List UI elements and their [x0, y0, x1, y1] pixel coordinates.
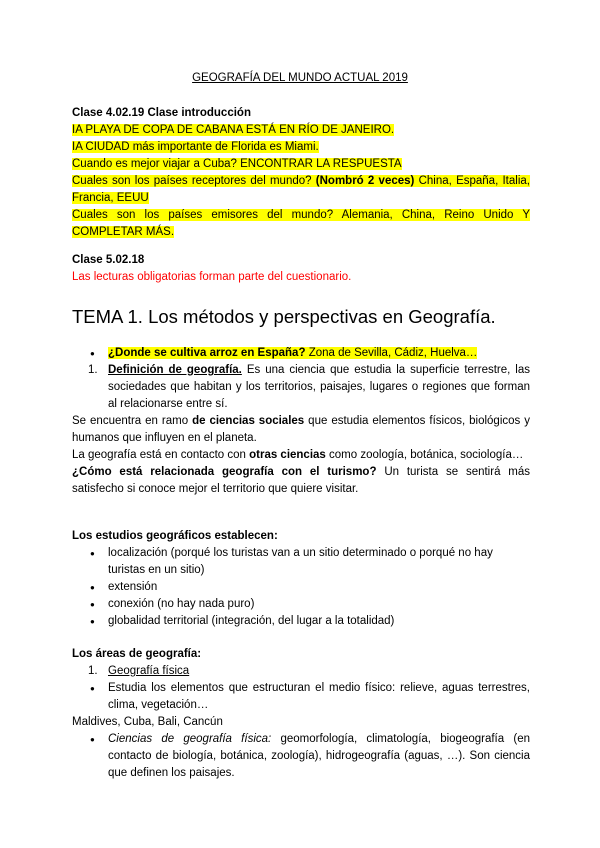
para-turismo: ¿Cómo está relacionada geografía con el turismo? Un turista se sentirá más satisfecho si conoce mejor el territorio que quiere visitar. — [72, 466, 531, 495]
clase1-heading: Clase 4.02.19 Clase introducción — [72, 107, 251, 119]
document-title: GEOGRAFÍA DEL MUNDO ACTUAL 2019 — [192, 72, 408, 84]
bullet-icon: ● — [90, 583, 95, 592]
bullet-icon: ● — [90, 684, 95, 693]
bullet-icon: ● — [90, 349, 95, 358]
clase1-line-2: IA CIUDAD más importante de Florida es Miami. — [72, 141, 319, 153]
estudios-item: ● localización (porqué los turistas van a un sitio determinado o porqué no hay turistas en un sitio) — [90, 547, 493, 576]
clase1-line-3: Cuando es mejor viajar a Cuba? ENCONTRAR LA RESPUESTA — [72, 158, 402, 170]
definicion-number: 1. — [88, 364, 98, 376]
bullet-icon: ● — [90, 735, 95, 744]
estudios-item: ● extensión — [72, 579, 530, 596]
estudios-item: ● globalidad territorial (integración, del lugar a la totalidad) — [72, 613, 530, 630]
definicion-text: Es una ciencia que estudia la superficie terrestre, las sociedades que habitan y los territorios, paisajes, lugares o regiones que forman al relacionarse entre sí. — [108, 364, 530, 410]
clase2-section — [72, 252, 530, 286]
clase1-question-emisores: Cuales son los países emisores del mundo? Alemania, China, Reino Unido Y COMPLETAR MÁS. — [72, 209, 530, 238]
clase1-question-receptores: Cuales son los países receptores del mundo? (Nombró 2 veces) China, España, Italia, Francia, EEUU — [72, 175, 530, 204]
areas-section — [72, 646, 530, 782]
geografia-fisica-item: 1. Geografía física — [88, 665, 190, 677]
arroz-bullet: ● ¿Donde se cultiva arroz en España? Zona de Sevilla, Cádiz, Huelva… — [72, 345, 530, 362]
estudios-item: ● conexión (no hay nada puro) — [72, 596, 530, 613]
tema-title: TEMA 1. Los métodos y perspectivas en Geografía. — [72, 306, 496, 327]
estudios-section — [72, 528, 530, 630]
paragraphs — [72, 413, 530, 498]
clase1-line-1: IA PLAYA DE COPA DE CABANA ESTÁ EN RÍO DE JANEIRO. — [72, 124, 395, 136]
bullet-icon: ● — [90, 617, 95, 626]
bullet-icon: ● — [90, 600, 95, 609]
fisica-bullet: ● Estudia los elementos que estructuran el medio físico: relieve, aguas terrestres, clima, vegetación… — [90, 682, 530, 711]
clase2-note: Las lecturas obligatorias forman parte del cuestionario. — [72, 271, 352, 283]
para-ciencias-sociales: Se encuentra en ramo de ciencias sociales que estudia elementos físicos, biológicos y humanos que influyen en el planeta. — [72, 415, 530, 444]
areas-heading: Los áreas de geografía: — [72, 648, 202, 660]
clase2-heading: Clase 5.02.18 — [72, 254, 145, 266]
places-line: Maldives, Cuba, Bali, Cancún — [72, 716, 223, 728]
bullet-icon: ● — [90, 549, 95, 558]
estudios-heading: Los estudios geográficos establecen: — [72, 530, 278, 542]
para-otras-ciencias: La geografía está en contacto con otras ciencias como zoología, botánica, sociología… — [72, 449, 524, 461]
definicion-item — [72, 362, 530, 413]
clase1-section — [72, 105, 530, 241]
ciencias-bullet: ● Ciencias de geografía física: geomorfología, climatología, biogeografía (en contacto de biología, botánica, zoología), hidrogeografía (aguas, …). Son ciencia que definen los paisajes. — [90, 733, 531, 779]
definicion-label: Definición de geografía. — [108, 364, 242, 376]
